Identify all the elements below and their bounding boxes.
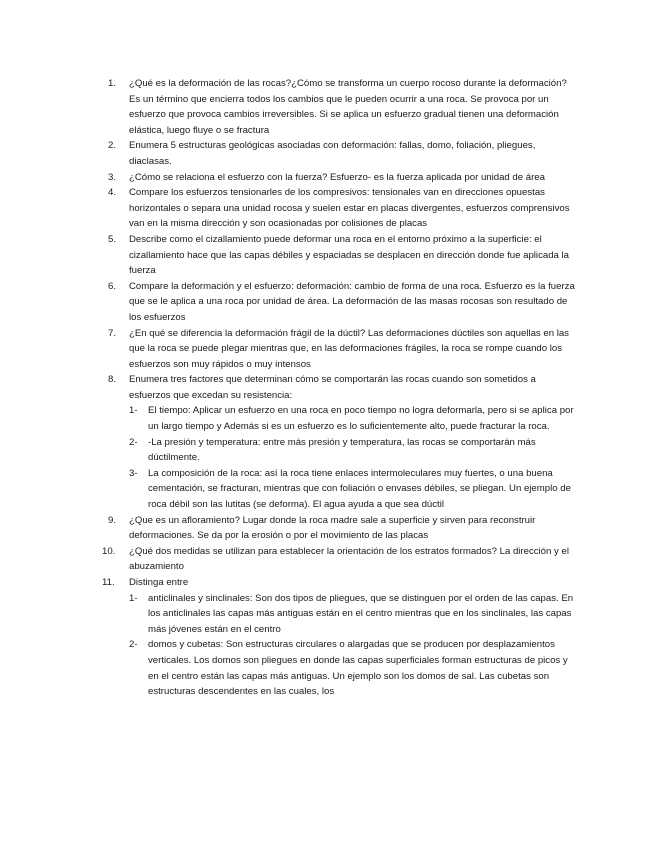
sub-list-item	[129, 591, 576, 638]
item-number: 6.	[108, 280, 117, 292]
list-item	[108, 232, 576, 279]
item-number: 8.	[108, 374, 117, 386]
list-item	[108, 372, 576, 403]
item-number: 4.	[108, 187, 117, 199]
list-item	[108, 76, 576, 138]
list-item	[108, 279, 576, 326]
sub-list-item	[129, 466, 576, 513]
sub-item-text: -La presión y temperatura: entre más presión y temperatura, las rocas se comportarán más dúctilmente.	[148, 436, 536, 464]
list-item	[108, 170, 576, 186]
item-text: Describe como el cizallamiento puede deformar una roca en el entorno próximo a la superficie: el cizallamiento hace que las capas débiles y espaciadas se desplacen en dirección donde fue aplicada la fuerza	[129, 233, 570, 277]
item-text: Enumera 5 estructuras geológicas asociadas con deformación: fallas, domo, foliación, pliegues, diaclasas.	[129, 140, 536, 167]
item-text: ¿Qué es la deformación de las rocas?¿Cómo se transforma un cuerpo rocoso durante la deformación? Es un término que encierra todos los cambios que le pueden ocurrir a una roca. Se provoca por un esfuerzo que provoca cambios irreversibles. Si se aplica un esfuerzo gradual tienen una deformación elástica, luego fluye o se fractura	[129, 78, 567, 136]
list-item	[108, 185, 576, 232]
item-text: Enumera tres factores que determinan cómo se comportarán las rocas cuando son sometidos a esfuerzos que excedan su resistencia:	[129, 374, 536, 401]
item-text: ¿Qué dos medidas se utilizan para establecer la orientación de los estratos formados? La dirección y el abuzamiento	[129, 545, 569, 573]
item-text: ¿Que es un afloramiento? Lugar donde la roca madre sale a superficie y sirven para reconstruir deformaciones. Se da por la erosión o por el movimiento de las placas	[129, 514, 536, 542]
item-text: Distinga entre	[129, 577, 189, 588]
sub-list-item	[129, 637, 576, 699]
sub-list-item	[129, 403, 576, 434]
list-item	[102, 575, 576, 591]
question-list	[102, 76, 576, 700]
list-item	[102, 544, 576, 575]
item-number: 2.	[108, 140, 117, 152]
item-text: ¿Cómo se relaciona el esfuerzo con la fuerza? Esfuerzo- es la fuerza aplicada por unidad de área	[129, 171, 545, 183]
sub-item-number: 2-	[129, 436, 138, 448]
item-text: ¿En qué se diferencia la deformación frágil de la dúctil? Las deformaciones dúctiles son aquellas en las que la roca se puede plegar mientras que, en las deformaciones frágiles, la roca se rompe cuando los esfuerzos son muy rápidos o muy intensos	[129, 327, 569, 370]
item-text: Compare la deformación y el esfuerzo: deformación: cambio de forma de una roca. Esfuerzo es la fuerza que se le aplica a una roca por unidad de área. La deformación de las masas rocosas son resultado de los esfuerzos	[129, 280, 575, 323]
sub-item-number: 3-	[129, 467, 138, 479]
item-number: 10.	[102, 545, 116, 557]
item-number: 3.	[108, 171, 117, 183]
list-item	[108, 138, 576, 169]
list-item	[108, 513, 576, 544]
item-text: Compare los esfuerzos tensionarles de los compresivos: tensionales van en direcciones opuestas horizontales o separa una unidad rocosa y suelen estar en placas divergentes, esfuerzos comprensivos van en la misma dirección y son ocasionadas por colisiones de placas	[129, 187, 570, 230]
sub-item-text: anticlinales y sinclinales: Son dos tipos de pliegues, que se distinguen por el orden de las capas. En los anticlinales las capas más antiguas están en el centro mientras que en los sinclinales, las capas más jóvenes están en el centro	[148, 592, 574, 635]
sub-item-number: 2-	[129, 639, 138, 651]
list-item	[108, 326, 576, 373]
item-number: 5.	[108, 233, 117, 245]
item-number: 7.	[108, 327, 117, 339]
sub-item-number: 1-	[129, 592, 138, 604]
sub-item-text: domos y cubetas: Son estructuras circulares o alargadas que se producen por desplazamientos verticales. Los domos son pliegues en donde las capas superficiales forman estructuras de picos y en el centro están las capas más antiguas. Un ejemplo son los domos de sal. Las cubetas son estructuras descendentes en las cuales, los	[148, 639, 568, 698]
item-number: 11.	[102, 577, 115, 588]
sub-item-text: El tiempo: Aplicar un esfuerzo en una roca en poco tiempo no logra deformarla, pero si se aplica por un largo tiempo y Además si es un esfuerzo es lo suficientemente alto, puede fracturar la roca.	[148, 405, 574, 433]
sub-item-text: La composición de la roca: así la roca tiene enlaces intermoleculares muy fuertes, o una buena cementación, se fracturan, mientras que con foliación o envases débiles, se pliegan. Un ejemplo de roca débil son las lutitas (se deforma). El agua ayuda a que sea dúctil	[148, 467, 571, 511]
sub-list-item	[129, 435, 576, 466]
sub-item-number: 1-	[129, 405, 138, 417]
item-number: 1.	[108, 78, 117, 89]
item-number: 9.	[108, 514, 117, 526]
